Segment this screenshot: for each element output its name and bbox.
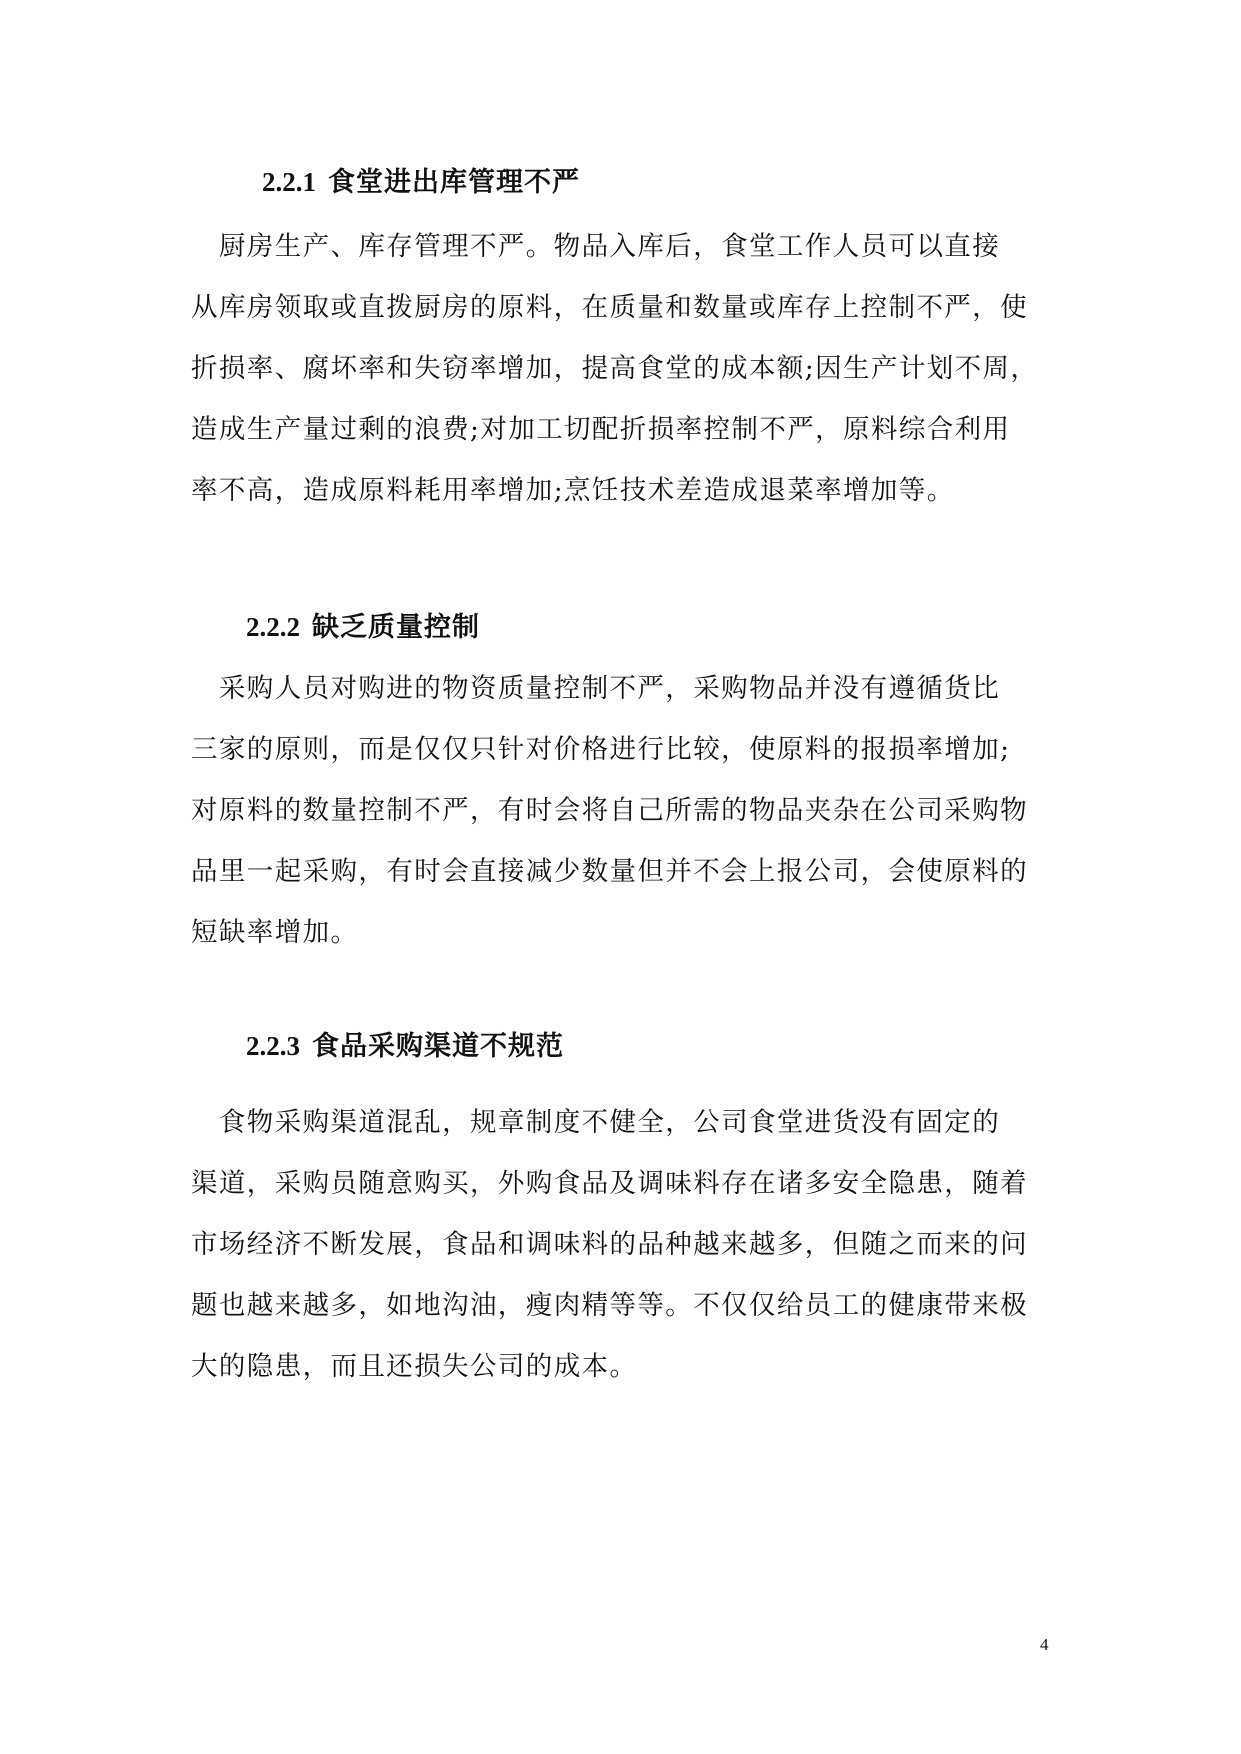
- paragraph-2-2-2: [191, 658, 1057, 963]
- paragraph-line: 折损率、腐坏率和失窃率增加，提高食堂的成本额;因生产计划不周，: [191, 353, 1039, 384]
- paragraph-2-2-3: [191, 1092, 1057, 1397]
- page-number: 4: [1040, 1635, 1049, 1654]
- paragraph-2-2-1: [191, 216, 1057, 521]
- paragraph-line: 市场经济不断发展，食品和调味料的品种越来越多，但随之而来的问: [191, 1229, 1028, 1260]
- paragraph-line: 率不高，造成原料耗用率增加;烹饪技术差造成退菜率增加等。: [191, 475, 955, 506]
- paragraph-line: 品里一起采购，有时会直接减少数量但并不会上报公司，会使原料的: [191, 856, 1028, 887]
- section-title: 食品采购渠道不规范: [312, 1031, 564, 1062]
- paragraph-line: 采购人员对购进的物资质量控制不严，采购物品并没有遵循货比: [191, 673, 1001, 704]
- paragraph-line: 对原料的数量控制不严，有时会将自己所需的物品夹杂在公司采购物: [191, 795, 1028, 826]
- section-title: 食堂进出库管理不严: [328, 167, 580, 198]
- paragraph-line: 题也越来越多，如地沟油，瘦肉精等等。不仅仅给员工的健康带来极: [191, 1290, 1028, 1321]
- paragraph-line: 造成生产量过剩的浪费;对加工切配折损率控制不严，原料综合利用: [191, 414, 1011, 445]
- paragraph-line: 渠道，采购员随意购买，外购食品及调味料存在诸多安全隐患，随着: [191, 1168, 1028, 1199]
- paragraph-line: 短缺率增加。: [191, 917, 359, 948]
- section-number: 2.2.2: [246, 612, 300, 642]
- section-number: 2.2.1: [262, 167, 316, 197]
- section-title: 缺乏质量控制: [312, 612, 480, 643]
- paragraph-line: 三家的原则，而是仅仅只针对价格进行比较，使原料的报损率增加;: [191, 734, 1011, 765]
- paragraph-line: 厨房生产、库存管理不严。物品入库后，食堂工作人员可以直接: [191, 231, 1001, 262]
- section-heading-2-2-3: [246, 1024, 564, 1063]
- section-heading-2-2-2: [246, 605, 480, 644]
- paragraph-line: 从库房领取或直拨厨房的原料，在质量和数量或库存上控制不严，使: [191, 292, 1028, 323]
- section-heading-2-2-1: [262, 160, 580, 199]
- section-number: 2.2.3: [246, 1031, 300, 1061]
- paragraph-line: 食物采购渠道混乱，规章制度不健全，公司食堂进货没有固定的: [191, 1107, 1001, 1138]
- paragraph-line: 大的隐患，而且还损失公司的成本。: [191, 1351, 638, 1382]
